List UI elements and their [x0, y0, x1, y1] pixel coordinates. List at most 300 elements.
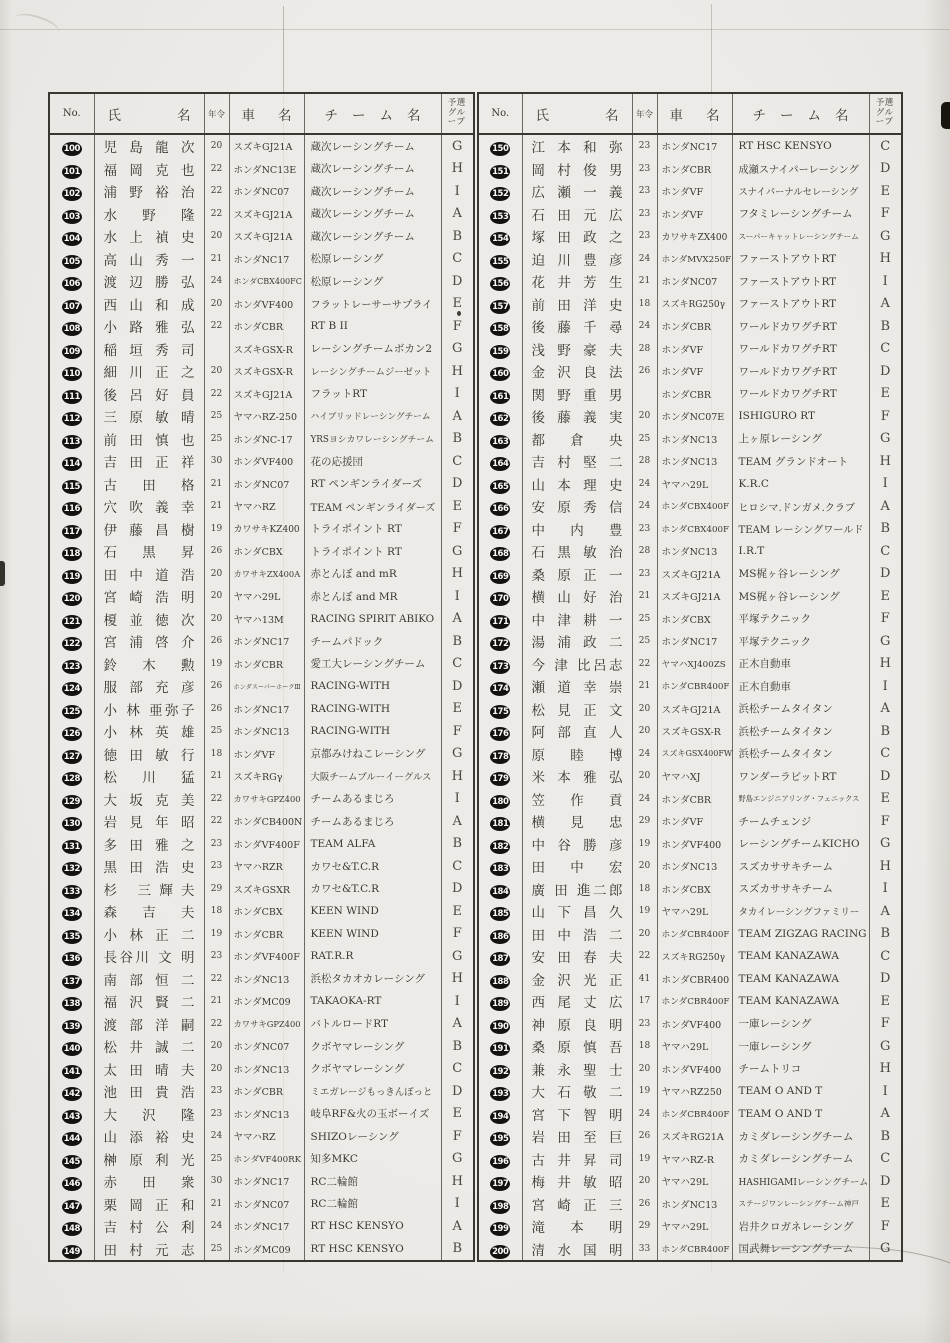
rider-age: 24: [632, 315, 657, 338]
team-name: 蔵次レーシングチーム: [304, 158, 441, 181]
rider-age: 23: [632, 158, 657, 181]
rider-name: 金 沢 良 法: [522, 360, 632, 383]
entry-number-badge: 191: [492, 1044, 509, 1055]
entry-number: [478, 495, 522, 518]
entry-row: [49, 990, 474, 1013]
team-name: 松原レーシング: [304, 270, 441, 293]
rider-age: 21: [204, 248, 229, 271]
entry-row: [49, 1013, 474, 1036]
rider-name: 石 黒 敏 治: [522, 540, 632, 563]
machine-name: ホンダCBX400FC: [229, 270, 304, 293]
entry-number-badge: 132: [63, 864, 80, 875]
qualifying-group: B: [441, 225, 474, 248]
machine-name: ホンダCBR: [657, 315, 732, 338]
qualifying-group: A: [869, 293, 902, 316]
qualifying-group: B: [869, 720, 902, 743]
entry-number: [478, 248, 522, 271]
team-name: チームチェンジ: [732, 810, 869, 833]
entry-number-badge: 154: [492, 234, 509, 245]
entry-number-badge: 139: [63, 1021, 80, 1032]
rider-name: 森 吉 夫: [94, 900, 204, 923]
machine-name: ホンダVF400: [657, 1058, 732, 1081]
entry-row: [49, 248, 474, 271]
team-name: スナイパーナルセレーシング: [732, 180, 869, 203]
rider-name: 前 田 慎 也: [94, 428, 204, 451]
machine-name: ホンダCBR400: [657, 968, 732, 991]
qualifying-group: G: [869, 428, 902, 451]
entry-number: [49, 1035, 94, 1058]
entry-number: [478, 743, 522, 766]
entry-number-badge: 122: [63, 639, 80, 650]
scan-smudge-top-left: [12, 9, 61, 40]
qualifying-group: I: [869, 1080, 902, 1103]
entry-row: [478, 540, 902, 563]
rider-name: 米 本 雅 弘: [522, 765, 632, 788]
entry-number: [49, 495, 94, 518]
qualifying-group: B: [441, 630, 474, 653]
entry-row: [49, 405, 474, 428]
entry-number-badge: 105: [63, 256, 80, 267]
entry-number-badge: 103: [63, 211, 80, 222]
team-name: 浜松チームタイタン: [732, 698, 869, 721]
machine-name: ホンダNC13E: [229, 158, 304, 181]
team-name: フラットレーサーサプライ: [304, 293, 441, 316]
entry-number-badge: 200: [492, 1246, 509, 1257]
entry-number: [478, 405, 522, 428]
qualifying-group: B: [441, 1035, 474, 1058]
entry-number: [49, 720, 94, 743]
rider-age: 19: [204, 518, 229, 541]
rider-name: 後 藤 義 実: [522, 405, 632, 428]
entry-number-badge: 193: [492, 1089, 509, 1100]
team-name: ファーストアウトRT: [732, 248, 869, 271]
qualifying-group: G: [441, 540, 474, 563]
rider-name: 中 津 耕 一: [522, 608, 632, 631]
entry-number: [49, 360, 94, 383]
qualifying-group: A: [441, 203, 474, 226]
entry-number-badge: 112: [63, 414, 80, 425]
rider-age: 23: [204, 833, 229, 856]
entry-number-badge: 194: [492, 1111, 509, 1122]
entry-row: [49, 675, 474, 698]
rider-age: 22: [204, 968, 229, 991]
entry-number: [478, 900, 522, 923]
machine-name: ヤマハRZ: [229, 495, 304, 518]
rider-age: 22: [632, 945, 657, 968]
entry-number: [478, 1170, 522, 1193]
col-header-group-label: 予選グループ: [875, 98, 894, 128]
team-name: 正木自動車: [732, 675, 869, 698]
entry-number-badge: 116: [63, 504, 80, 515]
qualifying-group: G: [441, 743, 474, 766]
machine-name: ヤマハ29L: [657, 1215, 732, 1238]
qualifying-group: I: [441, 990, 474, 1013]
entry-number-badge: 199: [492, 1224, 509, 1235]
rider-name: 太 田 晴 夫: [94, 1058, 204, 1081]
entry-row: [49, 585, 474, 608]
rider-name: 後 藤 千 尋: [522, 315, 632, 338]
machine-name: スズキGJ21A: [229, 225, 304, 248]
machine-name: ホンダVF: [657, 338, 732, 361]
qualifying-group: D: [869, 360, 902, 383]
qualifying-group: E: [869, 585, 902, 608]
entry-number-badge: 162: [492, 414, 509, 425]
entry-number-badge: 175: [492, 706, 509, 717]
machine-name: スズキRG250γ: [657, 293, 732, 316]
qualifying-group: H: [441, 765, 474, 788]
entry-number: [478, 810, 522, 833]
entry-number-badge: 173: [492, 661, 509, 672]
rider-age: 20: [204, 360, 229, 383]
team-name: カミダレーシングチーム: [732, 1125, 869, 1148]
col-header-no: No.: [49, 93, 94, 134]
qualifying-group: D: [869, 1170, 902, 1193]
rider-name: 杉 三輝夫: [94, 878, 204, 901]
entry-number: [49, 225, 94, 248]
header-row: [49, 93, 474, 134]
entry-table-right: [477, 92, 903, 1262]
qualifying-group: F: [869, 1013, 902, 1036]
rider-name: 服 部 充 彦: [94, 675, 204, 698]
entry-number: [478, 968, 522, 991]
rider-age: 19: [632, 900, 657, 923]
rider-name: 水 野 隆: [94, 203, 204, 226]
entry-number-badge: 168: [492, 549, 509, 560]
team-name: 岩井クロガネレーシング: [732, 1215, 869, 1238]
rider-age: 25: [204, 720, 229, 743]
entry-row: [478, 608, 902, 631]
entry-number: [49, 383, 94, 406]
entry-number: [478, 1193, 522, 1216]
rider-age: 23: [632, 180, 657, 203]
entry-row: [49, 360, 474, 383]
machine-name: ホンダCBR400F: [657, 675, 732, 698]
team-name: TEAM O AND T: [732, 1103, 869, 1126]
entry-row: [478, 428, 902, 451]
entry-number: [49, 1170, 94, 1193]
team-name: ワールドカワグチRT: [732, 360, 869, 383]
rider-age: 23: [204, 855, 229, 878]
machine-name: ヤマハXJ: [657, 765, 732, 788]
entry-number: [478, 428, 522, 451]
rider-name: 原 睦 博: [522, 743, 632, 766]
rider-age: 25: [204, 1148, 229, 1171]
qualifying-group: D: [441, 270, 474, 293]
entry-row: [478, 720, 902, 743]
entry-row: [478, 945, 902, 968]
qualifying-group: D: [441, 675, 474, 698]
rider-name: 迫 川 豊 彦: [522, 248, 632, 271]
rider-age: 25: [632, 428, 657, 451]
rider-name: 宮 崎 正 三: [522, 1193, 632, 1216]
entry-number-badge: 123: [63, 661, 80, 672]
entry-row: [49, 270, 474, 293]
machine-name: ホンダNC07: [229, 473, 304, 496]
team-name: ファーストアウトRT: [732, 270, 869, 293]
machine-name: ヤマハXJ400ZS: [657, 653, 732, 676]
entry-row: [49, 810, 474, 833]
entry-number-badge: 129: [63, 796, 80, 807]
team-name: TEAM O AND T: [732, 1080, 869, 1103]
rider-age: 20: [632, 1170, 657, 1193]
qualifying-group: C: [869, 1148, 902, 1171]
entry-row: [478, 585, 902, 608]
rider-age: 20: [204, 608, 229, 631]
entry-number: [478, 134, 522, 158]
qualifying-group: A: [869, 698, 902, 721]
rider-name: 大 石 敬 二: [522, 1080, 632, 1103]
rider-name: 梅 井 敏 昭: [522, 1170, 632, 1193]
entry-number-badge: 180: [492, 796, 509, 807]
rider-age: 23: [204, 1080, 229, 1103]
rider-name: 兼 永 聖 士: [522, 1058, 632, 1081]
team-name: 赤とんぼ and mR: [304, 563, 441, 586]
entry-number-badge: 192: [492, 1066, 509, 1077]
machine-name: ホンダCBR: [229, 1080, 304, 1103]
entry-number: [49, 1058, 94, 1081]
entry-row: [49, 743, 474, 766]
machine-name: ヤマハRZR: [229, 855, 304, 878]
machine-name: ホンダNC13: [657, 1193, 732, 1216]
entry-number: [478, 180, 522, 203]
team-name: スズカササキチーム: [732, 878, 869, 901]
entry-number: [478, 765, 522, 788]
rider-age: 17: [632, 990, 657, 1013]
entry-row: [478, 653, 902, 676]
team-name: ワールドカワグチRT: [732, 338, 869, 361]
rider-age: 22: [204, 180, 229, 203]
rider-name: 花 井 芳 生: [522, 270, 632, 293]
team-name: HASHIGAMIレーシングチーム: [732, 1170, 869, 1193]
entry-number: [49, 270, 94, 293]
rider-age: 24: [632, 743, 657, 766]
team-name: 京都みけねこレーシング: [304, 743, 441, 766]
qualifying-group: A: [869, 900, 902, 923]
entry-row: [49, 630, 474, 653]
rider-name: 多 田 雅 之: [94, 833, 204, 856]
machine-name: ホンダNC17: [229, 1170, 304, 1193]
entry-number-badge: 137: [63, 976, 80, 987]
qualifying-group: G: [869, 630, 902, 653]
entry-table-left: [48, 92, 475, 1262]
entry-row: [49, 833, 474, 856]
entry-number-badge: 124: [63, 684, 80, 695]
machine-name: ホンダNC07: [229, 1193, 304, 1216]
entry-row: [478, 900, 902, 923]
entry-number: [478, 653, 522, 676]
qualifying-group: D: [869, 968, 902, 991]
rider-name: 都 倉 央: [522, 428, 632, 451]
entry-row: [478, 788, 902, 811]
team-name: 蔵次レーシングチーム: [304, 180, 441, 203]
entry-row: [478, 1035, 902, 1058]
rider-age: 25: [204, 1238, 229, 1262]
rider-age: 18: [632, 293, 657, 316]
entry-number-badge: 136: [63, 954, 80, 965]
rider-age: 23: [632, 203, 657, 226]
qualifying-group: I: [441, 585, 474, 608]
machine-name: ホンダNC17: [229, 1215, 304, 1238]
team-name: TEAM グランドオート: [732, 450, 869, 473]
team-name: TAKAOKA-RT: [304, 990, 441, 1013]
machine-name: ホンダVF400: [657, 833, 732, 856]
entry-number: [49, 878, 94, 901]
team-name: 平塚テクニック: [732, 608, 869, 631]
machine-name: ホンダCBR400F: [657, 1238, 732, 1262]
rider-name: 湯 浦 政 二: [522, 630, 632, 653]
rider-name: 南 部 恒 二: [94, 968, 204, 991]
team-name: トライポイント RT: [304, 518, 441, 541]
entry-number: [49, 1215, 94, 1238]
entry-number: [478, 833, 522, 856]
team-name: 赤とんぼ and MR: [304, 585, 441, 608]
machine-name: ホンダCB400N: [229, 810, 304, 833]
entry-number: [478, 563, 522, 586]
team-name: RC二輪館: [304, 1170, 441, 1193]
machine-name: ホンダVF400F: [229, 945, 304, 968]
entry-number-badge: 163: [492, 436, 509, 447]
entry-row: [478, 990, 902, 1013]
entry-row: [478, 383, 902, 406]
entry-row: [478, 225, 902, 248]
rider-age: 23: [204, 945, 229, 968]
team-name: RACING-WITH: [304, 720, 441, 743]
entry-row: [478, 1080, 902, 1103]
entry-row: [478, 495, 902, 518]
rider-age: 21: [204, 473, 229, 496]
rider-age: 18: [204, 743, 229, 766]
entry-number-badge: 143: [63, 1111, 80, 1122]
rider-name: 高 山 秀 一: [94, 248, 204, 271]
machine-name: ヤマハ29L: [229, 585, 304, 608]
machine-name: ホンダNC17: [229, 630, 304, 653]
entry-row: [49, 473, 474, 496]
entry-number: [49, 540, 94, 563]
team-name: RT B II: [304, 315, 441, 338]
rider-name: 関 野 重 男: [522, 383, 632, 406]
team-name: ハイブリッドレーシングチーム: [304, 405, 441, 428]
team-name: バトルロードRT: [304, 1013, 441, 1036]
entry-number: [478, 383, 522, 406]
qualifying-group: B: [441, 1238, 474, 1262]
machine-name: ホンダCBX: [657, 608, 732, 631]
rider-name: 池 田 貴 浩: [94, 1080, 204, 1103]
machine-name: カワサキKZ400: [229, 518, 304, 541]
qualifying-group: D: [441, 473, 474, 496]
rider-name: 中 内 豊: [522, 518, 632, 541]
rider-name: 小 路 雅 弘: [94, 315, 204, 338]
team-name: 野島エンジニアリング・フェニックス: [732, 788, 869, 811]
entry-row: [478, 1215, 902, 1238]
rider-name: 今 津 比呂志: [522, 653, 632, 676]
machine-name: スズキGSXR: [229, 878, 304, 901]
team-name: SHIZOレーシング: [304, 1125, 441, 1148]
rider-age: 26: [204, 630, 229, 653]
rider-name: 塚 田 政 之: [522, 225, 632, 248]
entry-row: [49, 1238, 474, 1262]
machine-name: ヤマハ29L: [657, 473, 732, 496]
team-name: 知多MKC: [304, 1148, 441, 1171]
entry-number: [49, 518, 94, 541]
rider-age: 20: [204, 563, 229, 586]
entry-number-badge: 133: [63, 886, 80, 897]
machine-name: ホンダCBR: [229, 315, 304, 338]
entry-number-badge: 176: [492, 729, 509, 740]
machine-name: ホンダVF400RK: [229, 1148, 304, 1171]
team-name: カワセ&T.C.R: [304, 855, 441, 878]
entry-number-badge: 147: [63, 1201, 80, 1212]
entry-number-badge: 109: [63, 346, 80, 357]
rider-age: 23: [632, 563, 657, 586]
entry-row: [478, 765, 902, 788]
qualifying-group: H: [441, 158, 474, 181]
team-name: 国武舞レーシングチーム: [732, 1238, 869, 1262]
entry-row: [478, 1013, 902, 1036]
scan-blot-left-edge: [0, 561, 5, 586]
entry-number-badge: 101: [63, 166, 80, 177]
team-name: チームトリコ: [732, 1058, 869, 1081]
col-header-no: No.: [478, 93, 522, 134]
entry-number-badge: 107: [63, 301, 80, 312]
entry-number: [49, 1013, 94, 1036]
entry-row: [49, 653, 474, 676]
team-name: 浜松チームタイタン: [732, 720, 869, 743]
qualifying-group: C: [441, 855, 474, 878]
qualifying-group: D: [869, 563, 902, 586]
qualifying-group: H: [441, 360, 474, 383]
rider-name: 稲 垣 秀 司: [94, 338, 204, 361]
rider-name: 細 川 正 之: [94, 360, 204, 383]
qualifying-group: G: [441, 338, 474, 361]
machine-name: スズキRG250γ: [657, 945, 732, 968]
rider-age: 22: [204, 158, 229, 181]
entry-number: [49, 968, 94, 991]
machine-name: スズキGSX-R: [657, 720, 732, 743]
entry-number-badge: 130: [63, 819, 80, 830]
qualifying-group: D: [869, 158, 902, 181]
rider-age: 20: [632, 923, 657, 946]
qualifying-group: A: [441, 405, 474, 428]
rider-age: 30: [204, 1170, 229, 1193]
qualifying-group: A: [441, 608, 474, 631]
rider-age: 19: [632, 833, 657, 856]
entry-number-badge: 131: [63, 841, 80, 852]
qualifying-group: A: [441, 1215, 474, 1238]
entry-row: [49, 608, 474, 631]
rider-name: 安 原 秀 信: [522, 495, 632, 518]
entry-number: [478, 1035, 522, 1058]
machine-name: スズキRGγ: [229, 765, 304, 788]
rider-age: 26: [204, 698, 229, 721]
entry-row: [49, 383, 474, 406]
rider-age: 20: [204, 1058, 229, 1081]
rider-age: 25: [632, 630, 657, 653]
rider-age: 19: [632, 1080, 657, 1103]
machine-name: スズキGJ21A: [229, 203, 304, 226]
rider-age: 21: [632, 270, 657, 293]
entry-number-badge: 140: [63, 1044, 80, 1055]
scan-artifact-top-line: [0, 29, 950, 30]
entry-number: [49, 134, 94, 158]
entry-row: [478, 810, 902, 833]
qualifying-group: A: [441, 810, 474, 833]
rider-age: 20: [632, 698, 657, 721]
rider-age: 25: [204, 428, 229, 451]
rider-name: 福 沢 賢 二: [94, 990, 204, 1013]
entry-row: [49, 315, 474, 338]
entry-number-badge: 142: [63, 1089, 80, 1100]
entry-number-badge: 156: [492, 279, 509, 290]
